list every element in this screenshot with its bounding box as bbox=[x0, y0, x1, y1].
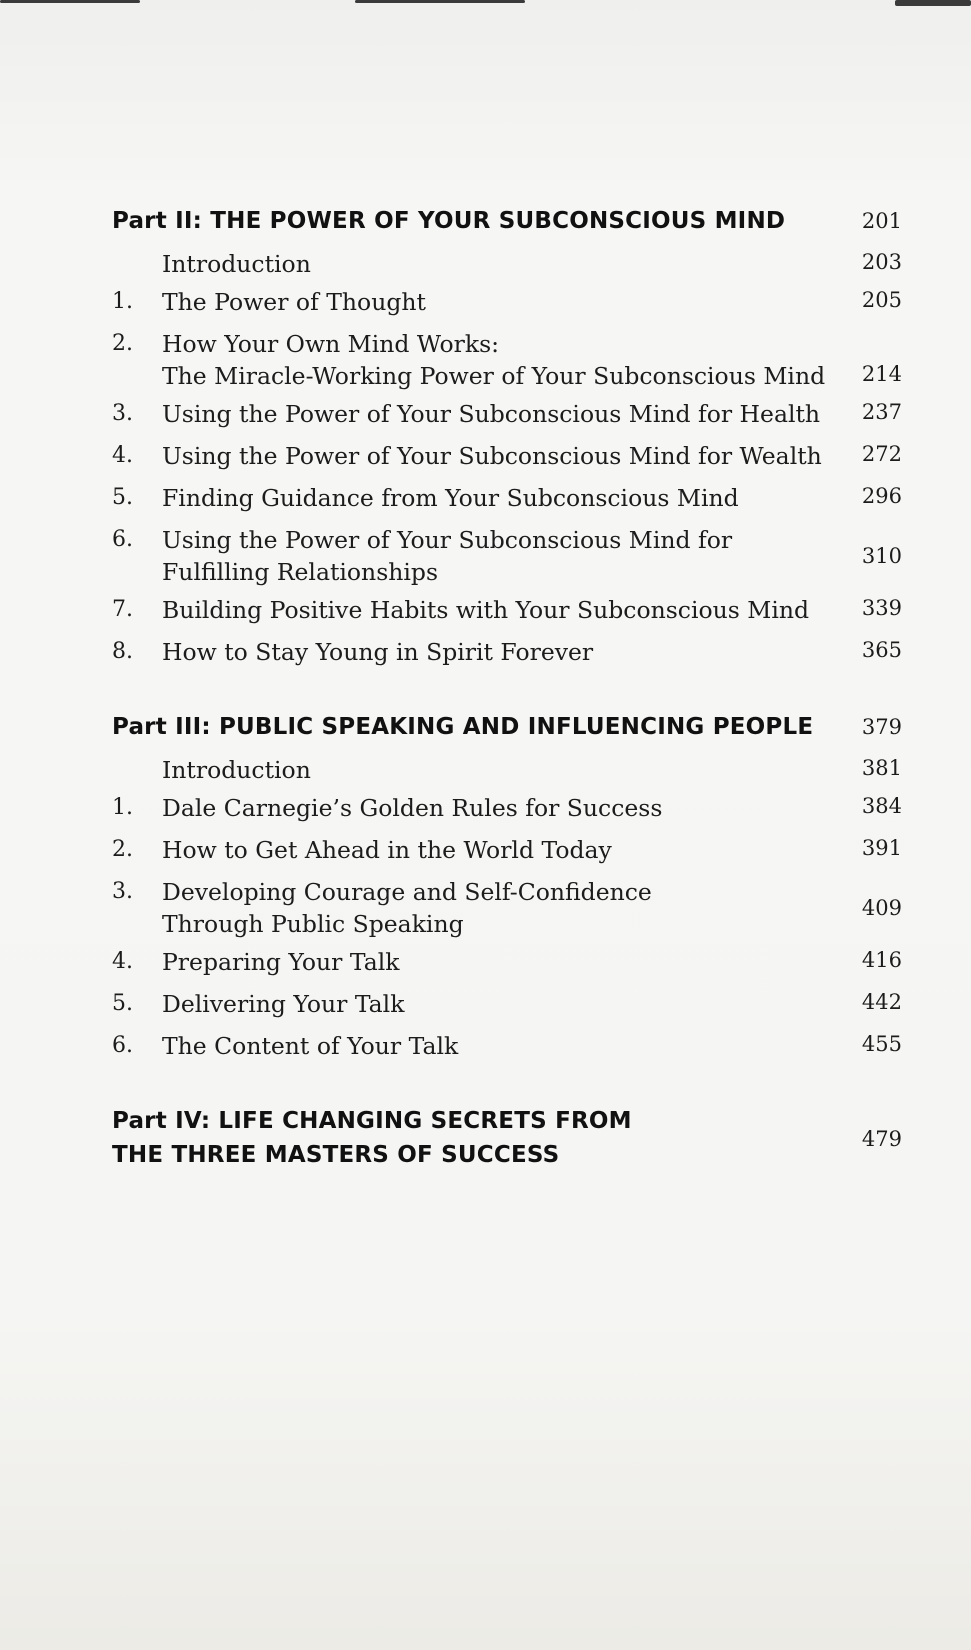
page-number: 416 bbox=[861, 948, 902, 972]
entry-title: How to Get Ahead in the World Today bbox=[162, 836, 612, 864]
part-heading-row[interactable] bbox=[112, 710, 902, 744]
entry-number: 6. bbox=[112, 1033, 133, 1058]
entry-number: 7. bbox=[112, 597, 133, 622]
table-of-contents bbox=[112, 204, 902, 1210]
part-title: Part IV: LIFE CHANGING SECRETS FROM THE THREE MASTERS OF SUCCESS bbox=[112, 1108, 632, 1168]
toc-entry[interactable] bbox=[112, 588, 902, 630]
entry-title: Preparing Your Talk bbox=[162, 948, 400, 976]
page-number: 214 bbox=[861, 362, 902, 386]
entry-number: 5. bbox=[112, 991, 133, 1016]
toc-section-part-2 bbox=[112, 204, 902, 672]
toc-entry[interactable] bbox=[112, 434, 902, 476]
top-edge-mark bbox=[0, 0, 140, 3]
entry-title: Dale Carnegie’s Golden Rules for Success bbox=[162, 794, 663, 822]
page-number: 365 bbox=[861, 638, 902, 662]
entry-number: 6. bbox=[112, 527, 133, 552]
entry-title: Developing Courage and Self-Confidence Through Public Speaking bbox=[162, 878, 652, 938]
entry-number: 3. bbox=[112, 401, 133, 426]
page-number: 455 bbox=[861, 1032, 902, 1056]
entry-title: Using the Power of Your Subconscious Mind for Wealth bbox=[162, 442, 822, 470]
page-number: 384 bbox=[861, 794, 902, 818]
entry-number: 4. bbox=[112, 949, 133, 974]
entry-title: Using the Power of Your Subconscious Mind for Fulfilling Relationships bbox=[162, 526, 733, 586]
page-number: 391 bbox=[861, 836, 902, 860]
part-heading-row[interactable] bbox=[112, 1104, 902, 1172]
entry-number bbox=[112, 748, 162, 750]
toc-entry[interactable] bbox=[112, 940, 902, 982]
entry-number: 2. bbox=[112, 331, 133, 356]
entry-title: Building Positive Habits with Your Subconscious Mind bbox=[162, 596, 810, 624]
toc-entry[interactable] bbox=[112, 630, 902, 672]
toc-section-part-4 bbox=[112, 1104, 902, 1172]
part-title: Part III: PUBLIC SPEAKING AND INFLUENCING PEOPLE bbox=[112, 714, 814, 740]
page-number: 442 bbox=[861, 990, 902, 1014]
toc-entry[interactable] bbox=[112, 476, 902, 518]
entry-number: 4. bbox=[112, 443, 133, 468]
toc-entry[interactable] bbox=[112, 748, 902, 786]
entry-number: 2. bbox=[112, 837, 133, 862]
page-number: 479 bbox=[861, 1127, 902, 1151]
entry-number: 5. bbox=[112, 485, 133, 510]
page-number: 409 bbox=[861, 896, 902, 920]
toc-section-part-3 bbox=[112, 710, 902, 1066]
page-number: 296 bbox=[861, 484, 902, 508]
part-heading-row[interactable] bbox=[112, 204, 902, 238]
top-edge-mark bbox=[895, 0, 971, 6]
page-number: 201 bbox=[861, 209, 902, 233]
toc-entry[interactable] bbox=[112, 242, 902, 280]
page-number: 237 bbox=[861, 400, 902, 424]
entry-title: Introduction bbox=[162, 250, 311, 278]
page-number: 203 bbox=[861, 250, 902, 274]
page-number: 339 bbox=[861, 596, 902, 620]
page-number: 310 bbox=[861, 544, 902, 568]
top-edge-mark bbox=[355, 0, 525, 3]
entry-title: Delivering Your Talk bbox=[162, 990, 405, 1018]
toc-entry[interactable] bbox=[112, 828, 902, 870]
toc-entry[interactable] bbox=[112, 786, 902, 828]
entry-number: 1. bbox=[112, 795, 133, 820]
toc-entry[interactable] bbox=[112, 1024, 902, 1066]
page-number: 381 bbox=[861, 756, 902, 780]
entry-number: 1. bbox=[112, 289, 133, 314]
entry-title: How to Stay Young in Spirit Forever bbox=[162, 638, 594, 666]
toc-entry[interactable] bbox=[112, 322, 902, 392]
toc-entry[interactable] bbox=[112, 982, 902, 1024]
entry-number: 8. bbox=[112, 639, 133, 664]
toc-entry[interactable] bbox=[112, 518, 902, 588]
page-number: 379 bbox=[861, 715, 902, 739]
entry-number: 3. bbox=[112, 879, 133, 904]
entry-title: The Content of Your Talk bbox=[162, 1032, 459, 1060]
entry-title: Using the Power of Your Subconscious Mind for Health bbox=[162, 400, 821, 428]
entry-number bbox=[112, 242, 162, 244]
entry-title: Finding Guidance from Your Subconscious Mind bbox=[162, 484, 739, 512]
page-number: 205 bbox=[861, 288, 902, 312]
toc-entry[interactable] bbox=[112, 280, 902, 322]
entry-title: How Your Own Mind Works: The Miracle-Working Power of Your Subconscious Mind bbox=[162, 330, 826, 390]
toc-entry[interactable] bbox=[112, 870, 902, 940]
entry-title: The Power of Thought bbox=[162, 288, 426, 316]
part-title: Part II: THE POWER OF YOUR SUBCONSCIOUS MIND bbox=[112, 208, 786, 234]
entry-title: Introduction bbox=[162, 756, 311, 784]
toc-entry[interactable] bbox=[112, 392, 902, 434]
page-number: 272 bbox=[861, 442, 902, 466]
